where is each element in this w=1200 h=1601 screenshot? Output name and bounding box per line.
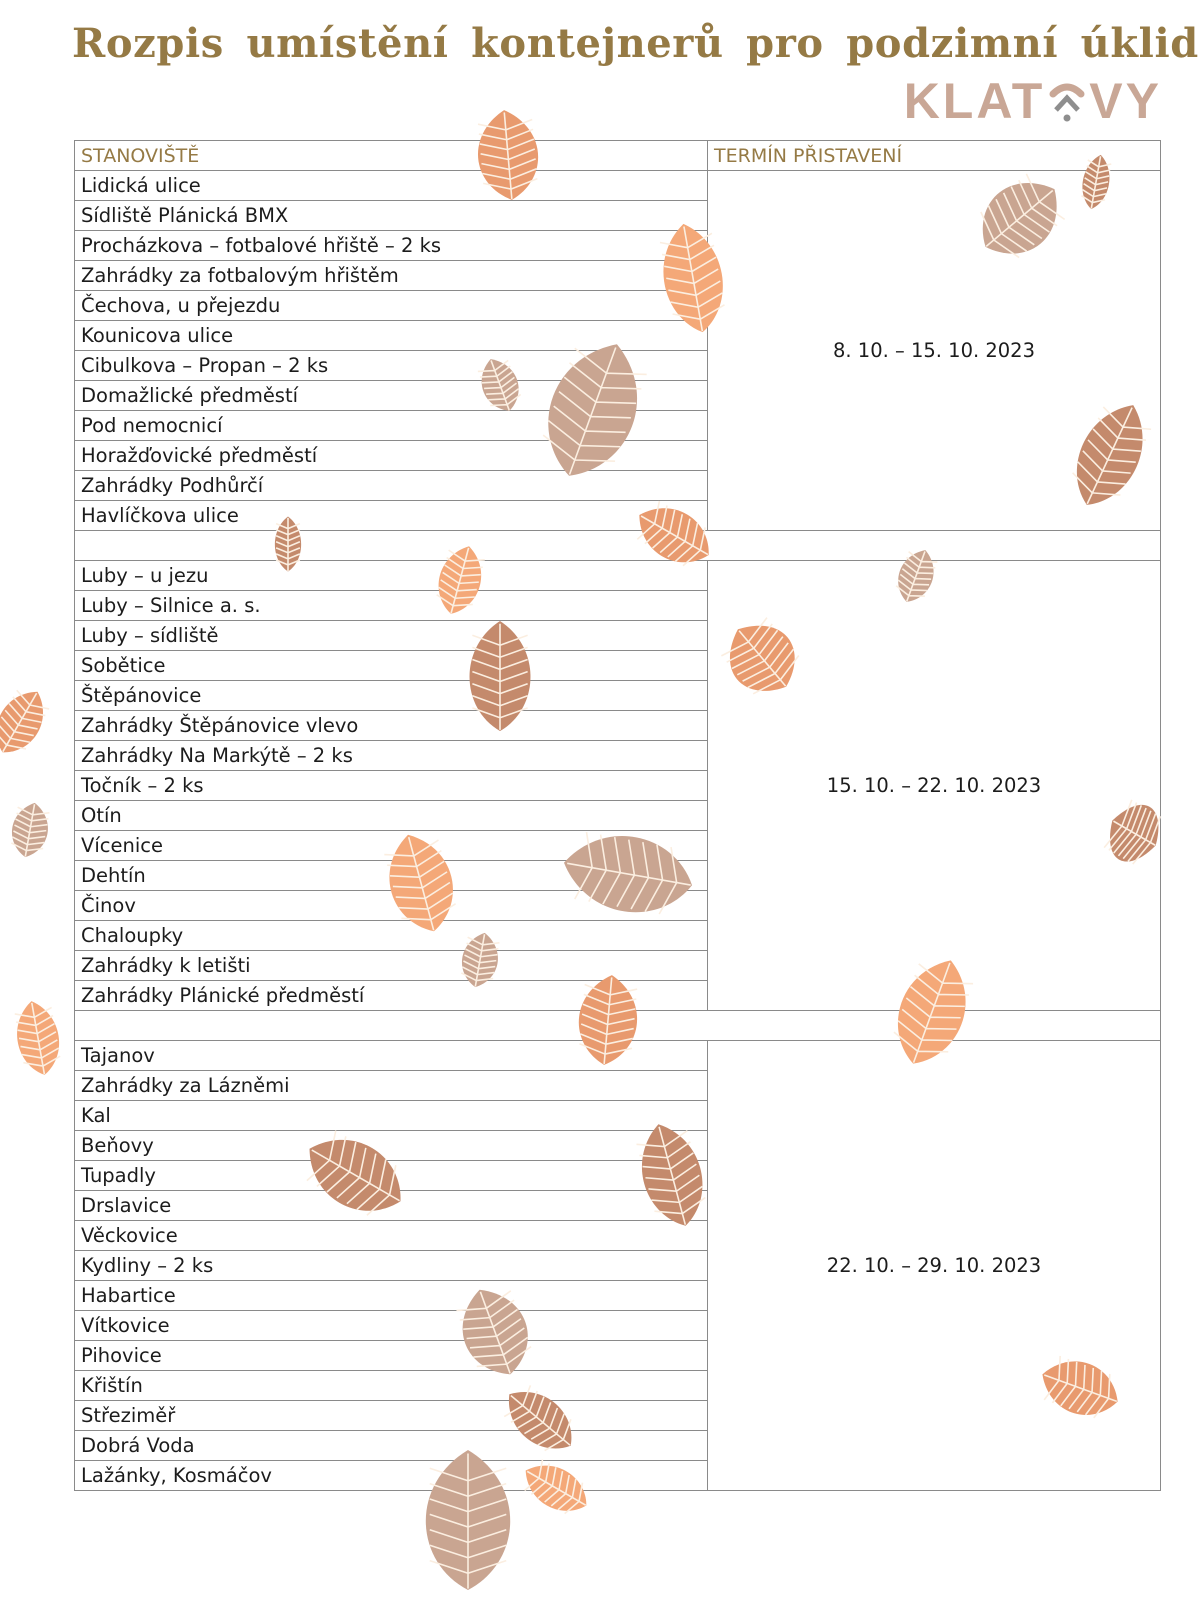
term-cell: 22. 10. – 29. 10. 2023 [708, 1041, 1161, 1491]
site-cell: Zahrádky Na Markýtě – 2 ks [75, 741, 708, 771]
site-cell: Kounicova ulice [75, 321, 708, 351]
page-title: Rozpis umístění kontejnerů pro podzimní úklid [72, 20, 1199, 67]
site-cell: Habartice [75, 1281, 708, 1311]
logo-text-left: KLAT [903, 73, 1046, 129]
separator-cell [75, 1011, 1161, 1041]
site-cell: Zahrádky Podhůrčí [75, 471, 708, 501]
site-cell: Činov [75, 891, 708, 921]
term-cell: 8. 10. – 15. 10. 2023 [708, 171, 1161, 531]
site-cell: Tajanov [75, 1041, 708, 1071]
site-cell: Havlíčkova ulice [75, 501, 708, 531]
table-row [75, 1041, 1161, 1071]
separator-row [75, 531, 1161, 561]
table-body [75, 171, 1161, 1491]
site-cell: Křištín [75, 1371, 708, 1401]
site-cell: Zahrádky Štěpánovice vlevo [75, 711, 708, 741]
table-row [75, 561, 1161, 591]
site-cell: Čechova, u přejezdu [75, 291, 708, 321]
site-cell: Cibulkova – Propan – 2 ks [75, 351, 708, 381]
table-header-row [75, 141, 1161, 171]
separator-row [75, 1011, 1161, 1041]
site-cell: Procházkova – fotbalové hřiště – 2 ks [75, 231, 708, 261]
site-cell: Točník – 2 ks [75, 771, 708, 801]
site-cell: Beňovy [75, 1131, 708, 1161]
site-cell: Luby – Silnice a. s. [75, 591, 708, 621]
table-row [75, 171, 1161, 201]
term-cell: 15. 10. – 22. 10. 2023 [708, 561, 1161, 1011]
site-cell: Luby – sídliště [75, 621, 708, 651]
site-cell: Dobrá Voda [75, 1431, 708, 1461]
site-cell: Věckovice [75, 1221, 708, 1251]
site-cell: Dehtín [75, 861, 708, 891]
separator-cell [75, 531, 1161, 561]
site-cell: Drslavice [75, 1191, 708, 1221]
site-cell: Vítkovice [75, 1311, 708, 1341]
schedule-table [74, 140, 1161, 1491]
site-cell: Luby – u jezu [75, 561, 708, 591]
column-header-site: STANOVIŠTĚ [75, 141, 708, 171]
site-cell: Chaloupky [75, 921, 708, 951]
site-cell: Zahrádky za fotbalovým hřištěm [75, 261, 708, 291]
leaf-icon [11, 997, 65, 1078]
site-cell: Lažánky, Kosmáčov [75, 1461, 708, 1491]
site-cell: Horažďovické předměstí [75, 441, 708, 471]
site-cell: Zahrádky za Lázněmi [75, 1071, 708, 1101]
column-header-term: TERMÍN PŘISTAVENÍ [708, 141, 1161, 171]
leaf-icon [8, 800, 53, 860]
site-cell: Lidická ulice [75, 171, 708, 201]
leaf-icon [0, 681, 55, 762]
klatovy-logo [904, 72, 1162, 130]
logo-arrow-icon [1047, 78, 1087, 124]
site-cell: Tupadly [75, 1161, 708, 1191]
site-cell: Kal [75, 1101, 708, 1131]
site-cell: Vícenice [75, 831, 708, 861]
site-cell: Zahrádky Plánické předměstí [75, 981, 708, 1011]
site-cell: Otín [75, 801, 708, 831]
site-cell: Štěpánovice [75, 681, 708, 711]
site-cell: Sídliště Plánická BMX [75, 201, 708, 231]
site-cell: Pihovice [75, 1341, 708, 1371]
site-cell: Střeziměř [75, 1401, 708, 1431]
site-cell: Domažlické předměstí [75, 381, 708, 411]
site-cell: Pod nemocnicí [75, 411, 708, 441]
site-cell: Sobětice [75, 651, 708, 681]
site-cell: Zahrádky k letišti [75, 951, 708, 981]
logo-text-right: VY [1089, 73, 1162, 129]
site-cell: Kydliny – 2 ks [75, 1251, 708, 1281]
